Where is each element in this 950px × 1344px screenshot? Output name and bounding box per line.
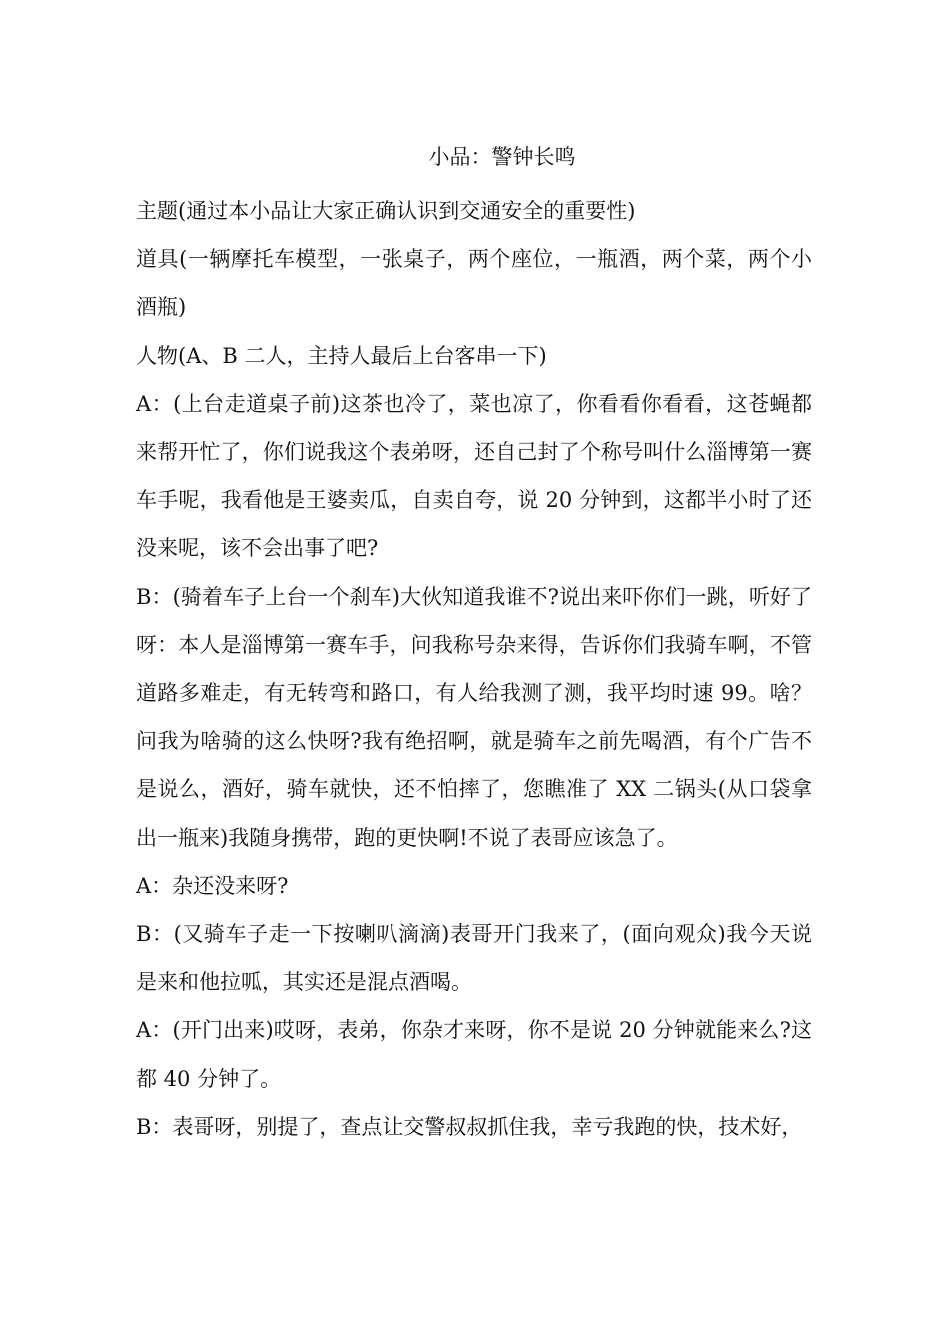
dialogue-line: B：(又骑车子走一下按喇叭滴滴)表哥开门我来了，(面向观众)我今天说是来和他拉呱，其实还是混点酒喝。 — [136, 922, 812, 995]
dialogue-line: B：(骑着车子上台一个刹车)大伙知道我谁不?说出来吓你们一跳，听好了呀：本人是淄博第一赛车手，问我称号杂来得，告诉你们我骑车啊，不管道路多难走，有无转弯和路口，有人给我测了测，我平均时速 99。啥？问我为啥骑的这么快呀?我有绝招啊，就是骑车之前先喝酒，有个广告不是说么，酒好，骑车就快，还不怕摔了，您瞧准了 XX 二锅头(从口袋拿出一瓶来)我随身携带，跑的更快啊!不说了表哥应该急了。 — [136, 584, 812, 850]
paragraph-characters: 人物(A、B 二人，主持人最后上台客串一下) — [136, 343, 547, 368]
document-title: 小品：警钟长鸣 — [428, 145, 576, 169]
paragraph-props: 道具(一辆摩托车模型，一张桌子，两个座位，一瓶酒，两个菜，两个小酒瓶) — [136, 247, 812, 320]
paragraph-theme: 主题(通过本小品让大家正确认识到交通安全的重要性) — [136, 199, 636, 223]
dialogue-line: A：(上台走道桌子前)这茶也冷了，菜也凉了，你看看你看看，这苍蝇都来帮开忙了，你们说我这个表弟呀，还自己封了个称号叫什么淄博第一赛车手呢，我看他是王婆卖瓜，自卖自夸，说 20 分钟到，这都半小时了还没来呢，该不会出事了吧? — [136, 391, 812, 561]
dialogue-line: B：表哥呀，别提了，查点让交警叔叔抓住我，幸亏我跑的快，技术好， — [136, 1114, 803, 1139]
dialogue-line: A：(开门出来)哎呀，表弟，你杂才来呀，你不是说 20 分钟就能来么?这都 40 分钟了。 — [136, 1018, 812, 1091]
dialogue-line: A：杂还没来呀? — [136, 873, 289, 898]
document-body — [136, 140, 812, 1151]
